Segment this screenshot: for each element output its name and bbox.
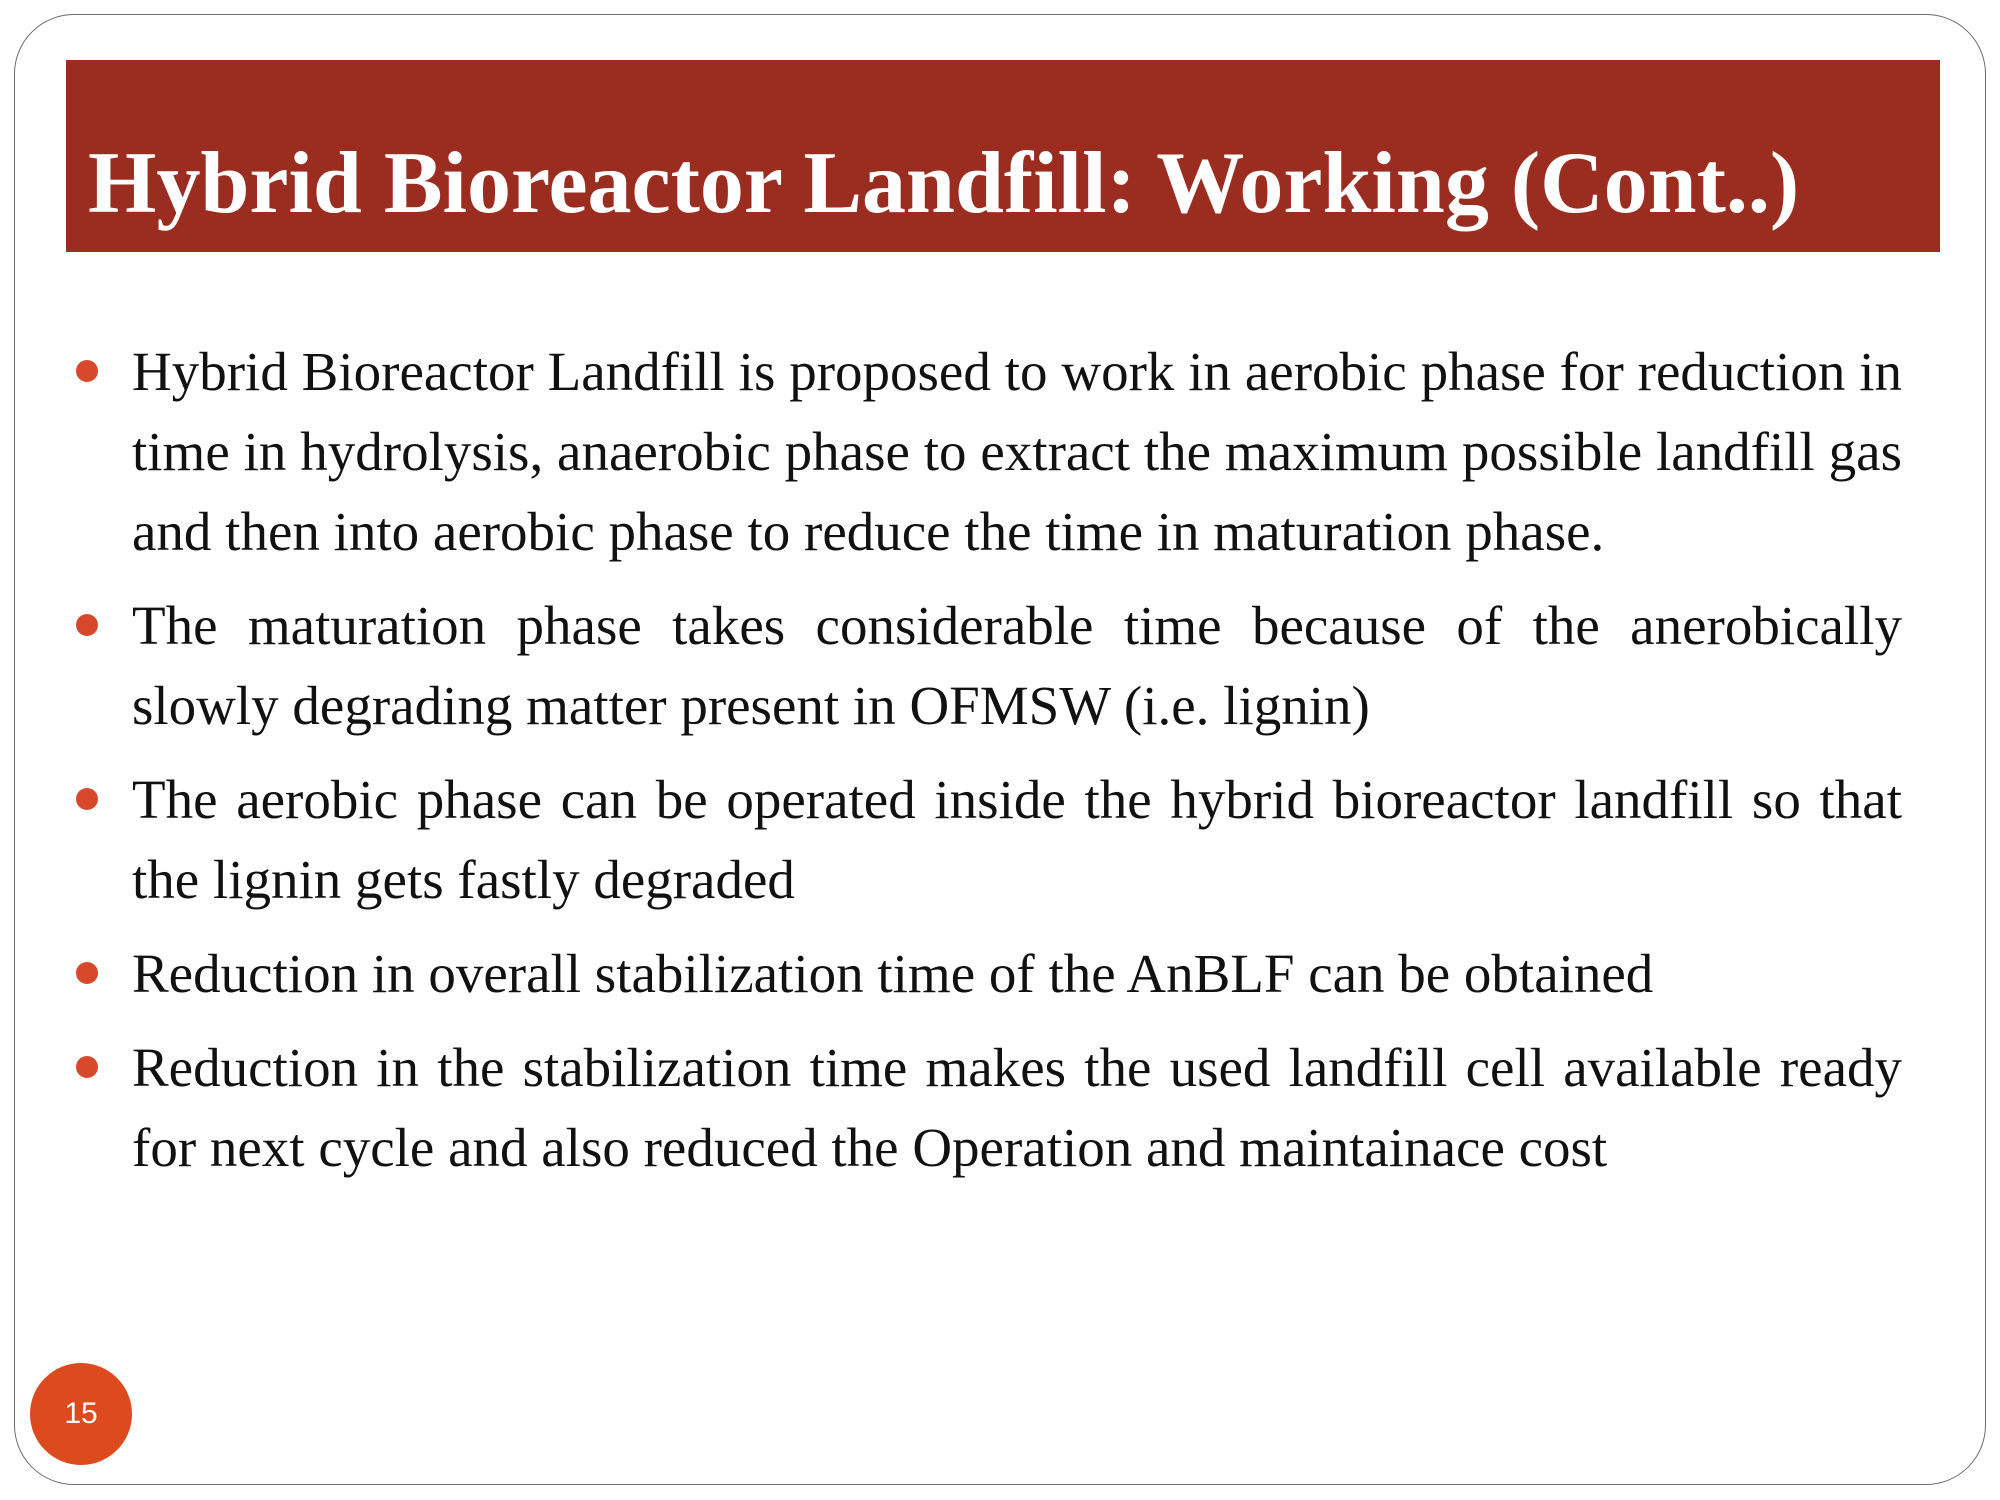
bullet-item [70, 586, 1902, 746]
bullet-item [70, 934, 1902, 1014]
bullet-list [70, 332, 1902, 1202]
bullet-dot-icon [76, 962, 98, 984]
page-number-badge [30, 1363, 132, 1465]
bullet-text: Reduction in overall stabilization time of the AnBLF can be obtained [132, 943, 1654, 1004]
bullet-item [70, 1028, 1902, 1188]
bullet-item [70, 760, 1902, 920]
bullet-dot-icon [76, 788, 98, 810]
bullet-item [70, 332, 1902, 572]
bullet-dot-icon [76, 614, 98, 636]
bullet-text: The maturation phase takes considerable time because of the anerobically slowly degrading matter present in OFMSW (i.e. lignin) [132, 595, 1902, 736]
bullet-dot-icon [76, 1056, 98, 1078]
bullet-text: Hybrid Bioreactor Landfill is proposed to work in aerobic phase for reduction in time in hydrolysis, anaerobic phase to extract the maximum possible landfill gas and then into aerobic phase to reduce the time in maturation phase. [132, 341, 1902, 562]
bullet-dot-icon [76, 360, 98, 382]
page-number: 15 [64, 1397, 98, 1430]
slide-title: Hybrid Bioreactor Landfill: Working (Cont..) [88, 135, 1800, 232]
bullet-text: The aerobic phase can be operated inside the hybrid bioreactor landfill so that the lignin gets fastly degraded [132, 769, 1902, 910]
bullet-text: Reduction in the stabilization time makes the used landfill cell available ready for next cycle and also reduced the Operation and maintainace cost [132, 1037, 1902, 1178]
title-bar [66, 60, 1940, 252]
